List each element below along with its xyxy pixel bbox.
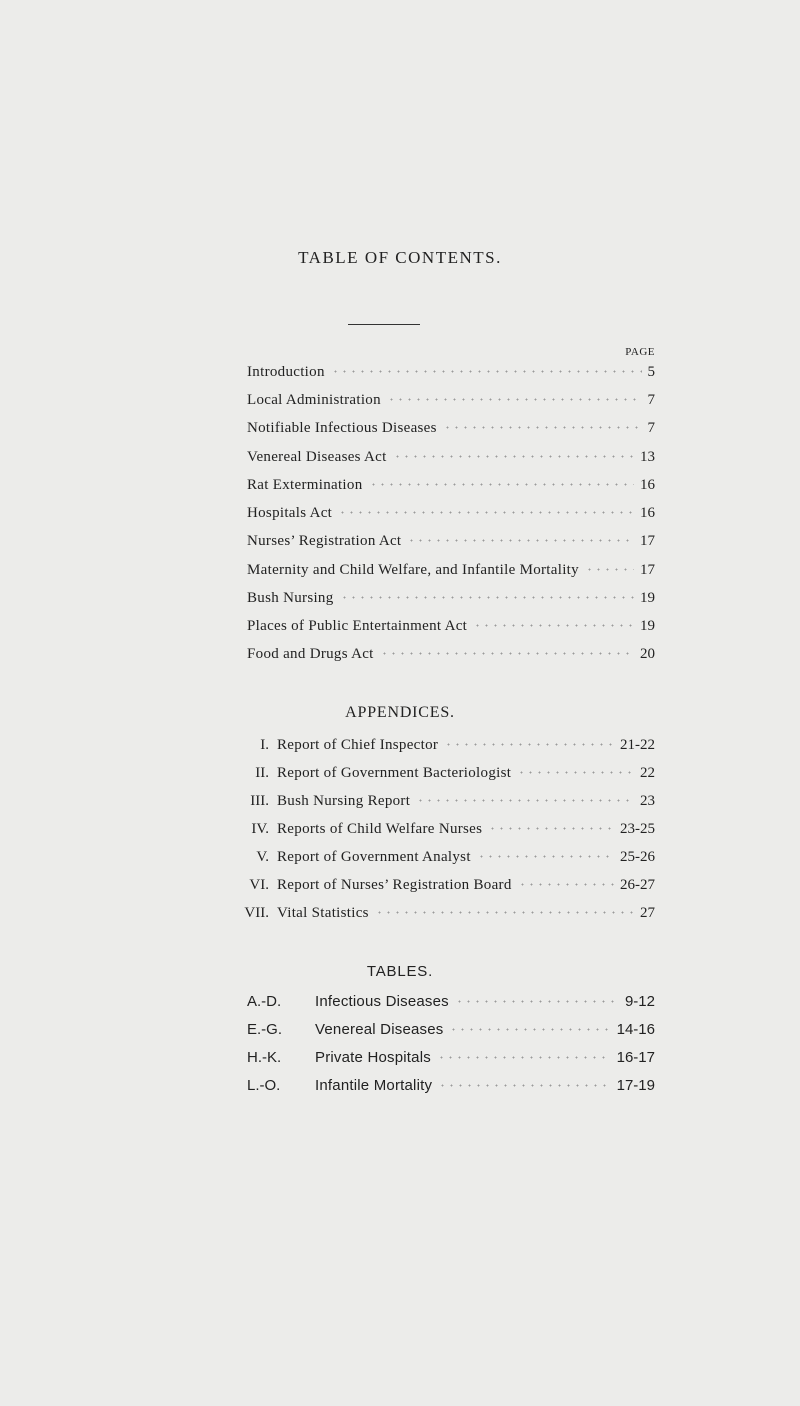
entry-page: 26-27 — [620, 877, 655, 893]
dot-leader — [488, 827, 614, 830]
entry-label: Infantile Mortality — [315, 1077, 433, 1094]
page-title: TABLE OF CONTENTS. — [298, 248, 502, 267]
table-range: L.-O. — [247, 1077, 281, 1094]
appendix-number: VII. — [244, 905, 269, 921]
entry-label: Report of Nurses’ Registration Board — [277, 877, 512, 893]
dot-leader — [369, 483, 635, 486]
entry-page: 16-17 — [616, 1049, 655, 1066]
dot-leader — [437, 1056, 611, 1059]
entry-page: 23-25 — [620, 821, 655, 837]
entry-label: Report of Government Analyst — [277, 849, 471, 865]
table-entry — [247, 1076, 655, 1096]
entry-page: 9-12 — [624, 993, 655, 1010]
entry-label: Maternity and Child Welfare, and Infantile Mortality — [247, 562, 579, 578]
toc-entry — [247, 531, 655, 551]
entry-page: 5 — [647, 364, 655, 380]
entry-page: 25-26 — [620, 849, 655, 865]
appendix-number: V. — [256, 849, 269, 865]
entry-label: Bush Nursing Report — [277, 793, 411, 809]
dot-leader — [338, 511, 634, 514]
appendix-entry — [260, 735, 655, 755]
toc-entry — [247, 390, 655, 410]
entry-label: Reports of Child Welfare Nurses — [277, 821, 483, 837]
entry-page: 7 — [647, 392, 655, 408]
appendix-entry — [249, 875, 655, 895]
toc-entry — [247, 560, 655, 580]
entry-label: Infectious Diseases — [315, 993, 449, 1010]
dot-leader — [393, 455, 634, 458]
appendices-heading: APPENDICES. — [345, 704, 455, 721]
title-divider — [348, 324, 420, 325]
entry-label: Rat Extermination — [247, 477, 363, 493]
entry-label: Bush Nursing — [247, 590, 334, 606]
entry-label: Food and Drugs Act — [247, 646, 374, 662]
dot-leader — [407, 539, 634, 542]
appendix-entry — [250, 791, 655, 811]
entry-page: 16 — [640, 505, 655, 521]
entry-page: 19 — [640, 618, 655, 634]
table-entry — [247, 1020, 655, 1040]
dot-leader — [331, 370, 642, 373]
dot-leader — [449, 1028, 610, 1031]
dot-leader — [517, 771, 634, 774]
appendix-entry — [256, 847, 655, 867]
dot-leader — [387, 398, 642, 401]
entry-page: 14-16 — [616, 1021, 655, 1038]
entry-page: 13 — [640, 449, 655, 465]
dot-leader — [518, 883, 614, 886]
entry-page: 7 — [647, 420, 655, 436]
toc-entry — [247, 362, 655, 382]
entry-label: Venereal Diseases — [315, 1021, 444, 1038]
appendix-number: IV. — [251, 821, 269, 837]
entry-page: 17-19 — [616, 1077, 655, 1094]
appendix-entry — [251, 819, 655, 839]
dot-leader — [473, 624, 634, 627]
appendix-entry — [255, 763, 655, 783]
dot-leader — [455, 1000, 619, 1003]
appendix-number: VI. — [249, 877, 269, 893]
dot-leader — [585, 568, 634, 571]
entry-page: 22 — [640, 765, 655, 781]
toc-entry — [247, 616, 655, 636]
table-range: E.-G. — [247, 1021, 283, 1038]
dot-leader — [438, 1084, 610, 1087]
entry-label: Private Hospitals — [315, 1049, 431, 1066]
dot-leader — [380, 652, 634, 655]
tables-heading: TABLES. — [366, 963, 434, 980]
entry-label: Venereal Diseases Act — [247, 449, 387, 465]
entry-page: 17 — [640, 533, 655, 549]
dot-leader — [416, 799, 634, 802]
entry-label: Local Administration — [247, 392, 381, 408]
entry-page: 21-22 — [620, 737, 655, 753]
entry-page: 17 — [640, 562, 655, 578]
entry-page: 27 — [640, 905, 655, 921]
toc-entry — [247, 644, 655, 664]
entry-label: Notifiable Infectious Diseases — [247, 420, 437, 436]
appendix-number: I. — [260, 737, 269, 753]
entry-label: Places of Public Entertainment Act — [247, 618, 468, 634]
entry-label: Introduction — [247, 364, 325, 380]
entry-label: Vital Statistics — [277, 905, 369, 921]
table-range: H.-K. — [247, 1049, 282, 1066]
dot-leader — [444, 743, 614, 746]
dot-leader — [375, 911, 634, 914]
appendix-number: III. — [250, 793, 269, 809]
entry-label: Report of Government Bacteriologist — [277, 765, 512, 781]
entry-page: 16 — [640, 477, 655, 493]
entry-page: 19 — [640, 590, 655, 606]
toc-entry — [247, 588, 655, 608]
appendix-number: II. — [255, 765, 269, 781]
toc-entry — [247, 475, 655, 495]
table-range: A.-D. — [247, 993, 282, 1010]
dot-leader — [443, 426, 642, 429]
page-column-label: PAGE — [625, 346, 655, 358]
toc-entry — [247, 503, 655, 523]
entry-page: 20 — [640, 646, 655, 662]
table-entry — [247, 992, 655, 1012]
entry-label: Nurses’ Registration Act — [247, 533, 402, 549]
table-entry — [247, 1048, 655, 1068]
dot-leader — [340, 596, 634, 599]
entry-page: 23 — [640, 793, 655, 809]
toc-entry — [247, 447, 655, 467]
dot-leader — [477, 855, 614, 858]
entry-label: Hospitals Act — [247, 505, 333, 521]
entry-label: Report of Chief Inspector — [277, 737, 439, 753]
toc-entry — [247, 418, 655, 438]
appendix-entry — [244, 903, 655, 923]
